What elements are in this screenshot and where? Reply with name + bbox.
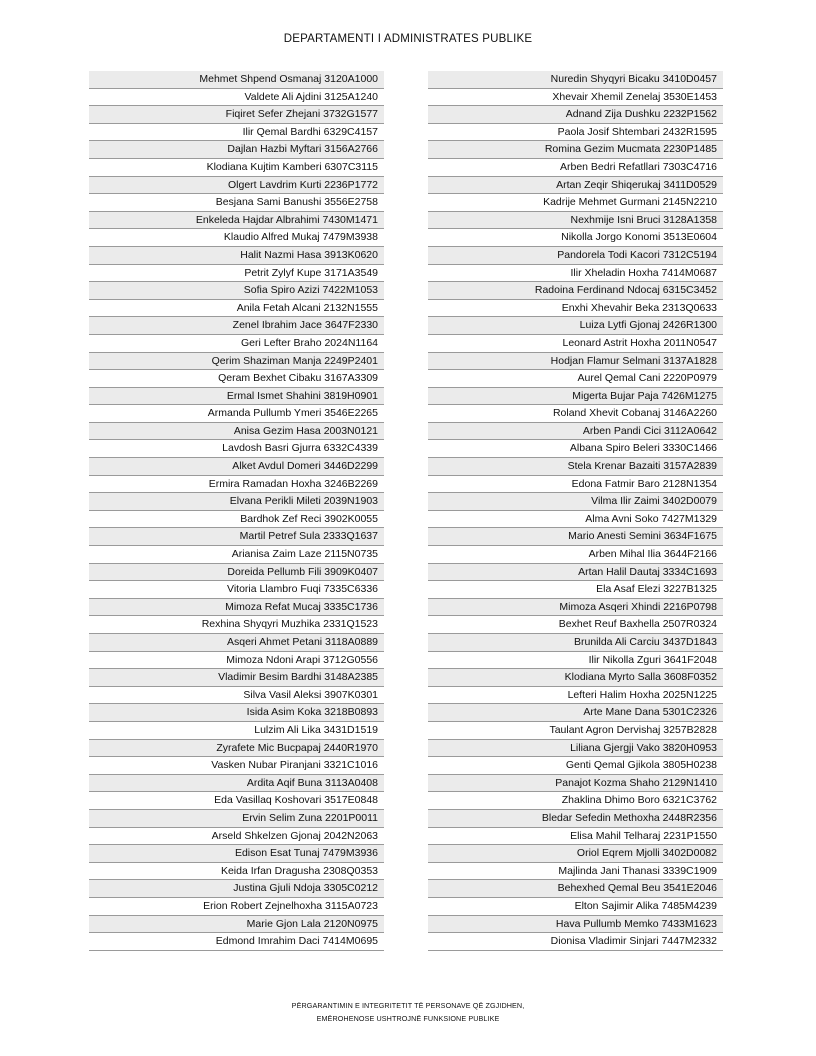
- list-item: Dajlan Hazbi Myftari 3156A2766: [89, 141, 384, 159]
- list-item: Edmond Imrahim Daci 7414M0695: [89, 933, 384, 951]
- list-item: Klodiana Myrto Salla 3608F0352: [428, 669, 723, 687]
- list-item: Mimoza Refat Mucaj 3335C1736: [89, 599, 384, 617]
- list-item: Justina Gjuli Ndoja 3305C0212: [89, 880, 384, 898]
- list-item: Liliana Gjergji Vako 3820H0953: [428, 740, 723, 758]
- list-item: Asqeri Ahmet Petani 3118A0889: [89, 634, 384, 652]
- footer: [0, 999, 816, 1025]
- list-item: Leonard Astrit Hoxha 2011N0547: [428, 335, 723, 353]
- list-item: Hava Pullumb Memko 7433M1623: [428, 916, 723, 934]
- list-item: Vladimir Besim Bardhi 3148A2385: [89, 669, 384, 687]
- list-item: Petrit Zylyf Kupe 3171A3549: [89, 265, 384, 283]
- list-item: Erion Robert Zejnelhoxha 3115A0723: [89, 898, 384, 916]
- list-item: Enxhi Xhevahir Beka 2313Q0633: [428, 300, 723, 318]
- list-item: Sofia Spiro Azizi 7422M1053: [89, 282, 384, 300]
- list-item: Edona Fatmir Baro 2128N1354: [428, 476, 723, 494]
- list-item: Arben Mihal Ilia 3644F2166: [428, 546, 723, 564]
- list-item: Qeram Bexhet Cibaku 3167A3309: [89, 370, 384, 388]
- list-item: Ilir Xheladin Hoxha 7414M0687: [428, 265, 723, 283]
- list-item: Ardita Aqif Buna 3113A0408: [89, 775, 384, 793]
- list-item: Majlinda Jani Thanasi 3339C1909: [428, 863, 723, 881]
- list-item: Nikolla Jorgo Konomi 3513E0604: [428, 229, 723, 247]
- list-item: Ilir Qemal Bardhi 6329C4157: [89, 124, 384, 142]
- footer-line-2: EMËROHENOSE USHTROJNË FUNKSIONE PUBLIKE: [316, 1014, 500, 1023]
- list-item: Klaudio Alfred Mukaj 7479M3938: [89, 229, 384, 247]
- list-item: Lavdosh Basri Gjurra 6332C4339: [89, 440, 384, 458]
- list-item: Paola Josif Shtembari 2432R1595: [428, 124, 723, 142]
- list-item: Zenel Ibrahim Jace 3647F2330: [89, 317, 384, 335]
- list-item: Roland Xhevit Cobanaj 3146A2260: [428, 405, 723, 423]
- list-item: Genti Qemal Gjikola 3805H0238: [428, 757, 723, 775]
- list-item: Ermira Ramadan Hoxha 3246B2269: [89, 476, 384, 494]
- list-item: Pandorela Todi Kacori 7312C5194: [428, 247, 723, 265]
- list-item: Zhaklina Dhimo Boro 6321C3762: [428, 792, 723, 810]
- list-item: Radoina Ferdinand Ndocaj 6315C3452: [428, 282, 723, 300]
- list-item: Martil Petref Sula 2333Q1637: [89, 528, 384, 546]
- list-item: Zyrafete Mic Bucpapaj 2440R1970: [89, 740, 384, 758]
- list-item: Anisa Gezim Hasa 2003N0121: [89, 423, 384, 441]
- list-item: Elisa Mahil Telharaj 2231P1550: [428, 828, 723, 846]
- list-item: Taulant Agron Dervishaj 3257B2828: [428, 722, 723, 740]
- list-item: Dionisa Vladimir Sinjari 7447M2332: [428, 933, 723, 951]
- list-item: Qerim Shaziman Manja 2249P2401: [89, 353, 384, 371]
- list-item: Mehmet Shpend Osmanaj 3120A1000: [89, 71, 384, 89]
- list-item: Olgert Lavdrim Kurti 2236P1772: [89, 177, 384, 195]
- list-item: Nuredin Shyqyri Bicaku 3410D0457: [428, 71, 723, 89]
- list-item: Doreida Pellumb Fili 3909K0407: [89, 564, 384, 582]
- list-item: Hodjan Flamur Selmani 3137A1828: [428, 353, 723, 371]
- list-item: Halit Nazmi Hasa 3913K0620: [89, 247, 384, 265]
- list-item: Edison Esat Tunaj 7479M3936: [89, 845, 384, 863]
- list-item: Bexhet Reuf Baxhella 2507R0324: [428, 616, 723, 634]
- list-item: Ilir Nikolla Zguri 3641F2048: [428, 652, 723, 670]
- list-item: Artan Halil Dautaj 3334C1693: [428, 564, 723, 582]
- list-item: Alket Avdul Domeri 3446D2299: [89, 458, 384, 476]
- list-item: Adnand Zija Dushku 2232P1562: [428, 106, 723, 124]
- list-item: Brunilda Ali Carciu 3437D1843: [428, 634, 723, 652]
- list-item: Alma Avni Soko 7427M1329: [428, 511, 723, 529]
- list-item: Xhevair Xhemil Zenelaj 3530E1453: [428, 89, 723, 107]
- list-item: Klodiana Kujtim Kamberi 6307C3115: [89, 159, 384, 177]
- list-item: Geri Lefter Braho 2024N1164: [89, 335, 384, 353]
- list-item: Enkeleda Hajdar Albrahimi 7430M1471: [89, 212, 384, 230]
- list-item: Arseld Shkelzen Gjonaj 2042N2063: [89, 828, 384, 846]
- left-name-list: [89, 71, 384, 951]
- list-item: Stela Krenar Bazaiti 3157A2839: [428, 458, 723, 476]
- page-title: DEPARTAMENTI I ADMINISTRATES PUBLIKE: [283, 33, 533, 45]
- list-item: Oriol Eqrem Mjolli 3402D0082: [428, 845, 723, 863]
- list-item: Keida Irfan Dragusha 2308Q0353: [89, 863, 384, 881]
- list-item: Ervin Selim Zuna 2201P0011: [89, 810, 384, 828]
- list-item: Panajot Kozma Shaho 2129N1410: [428, 775, 723, 793]
- list-item: Luiza Lytfi Gjonaj 2426R1300: [428, 317, 723, 335]
- list-item: Kadrije Mehmet Gurmani 2145N2210: [428, 194, 723, 212]
- list-item: Isida Asim Koka 3218B0893: [89, 704, 384, 722]
- list-item: Vitoria Llambro Fuqi 7335C6336: [89, 581, 384, 599]
- list-item: Mario Anesti Semini 3634F1675: [428, 528, 723, 546]
- list-item: Bardhok Zef Reci 3902K0055: [89, 511, 384, 529]
- list-item: Mimoza Asqeri Xhindi 2216P0798: [428, 599, 723, 617]
- right-name-list: [428, 71, 723, 951]
- list-item: Aurel Qemal Cani 2220P0979: [428, 370, 723, 388]
- list-item: Behexhed Qemal Beu 3541E2046: [428, 880, 723, 898]
- list-item: Anila Fetah Alcani 2132N1555: [89, 300, 384, 318]
- list-item: Lulzim Ali Lika 3431D1519: [89, 722, 384, 740]
- list-item: Vilma Ilir Zaimi 3402D0079: [428, 493, 723, 511]
- list-item: Eda Vasillaq Koshovari 3517E0848: [89, 792, 384, 810]
- list-item: Silva Vasil Aleksi 3907K0301: [89, 687, 384, 705]
- list-item: Elvana Perikli Mileti 2039N1903: [89, 493, 384, 511]
- list-item: Ermal Ismet Shahini 3819H0901: [89, 388, 384, 406]
- list-item: Fiqiret Sefer Zhejani 3732G1577: [89, 106, 384, 124]
- list-item: Valdete Ali Ajdini 3125A1240: [89, 89, 384, 107]
- list-item: Ela Asaf Elezi 3227B1325: [428, 581, 723, 599]
- list-item: Albana Spiro Beleri 3330C1466: [428, 440, 723, 458]
- list-item: Migerta Bujar Paja 7426M1275: [428, 388, 723, 406]
- list-item: Bledar Sefedin Methoxha 2448R2356: [428, 810, 723, 828]
- list-item: Arben Bedri Refatllari 7303C4716: [428, 159, 723, 177]
- footer-line-1: PËRGARANTIMIN E INTEGRITETIT TË PERSONAVE QË ZGJIDHEN,: [291, 1001, 525, 1010]
- list-item: Romina Gezim Mucmata 2230P1485: [428, 141, 723, 159]
- list-item: Nexhmije Isni Bruci 3128A1358: [428, 212, 723, 230]
- list-item: Arianisa Zaim Laze 2115N0735: [89, 546, 384, 564]
- list-item: Lefteri Halim Hoxha 2025N1225: [428, 687, 723, 705]
- list-item: Rexhina Shyqyri Muzhika 2331Q1523: [89, 616, 384, 634]
- list-item: Mimoza Ndoni Arapi 3712G0556: [89, 652, 384, 670]
- list-item: Arte Mane Dana 5301C2326: [428, 704, 723, 722]
- list-item: Arben Pandi Cici 3112A0642: [428, 423, 723, 441]
- list-item: Marie Gjon Lala 2120N0975: [89, 916, 384, 934]
- list-item: Artan Zeqir Shiqerukaj 3411D0529: [428, 177, 723, 195]
- list-item: Vasken Nubar Piranjani 3321C1016: [89, 757, 384, 775]
- list-item: Armanda Pullumb Ymeri 3546E2265: [89, 405, 384, 423]
- list-item: Elton Sajimir Alika 7485M4239: [428, 898, 723, 916]
- list-item: Besjana Sami Banushi 3556E2758: [89, 194, 384, 212]
